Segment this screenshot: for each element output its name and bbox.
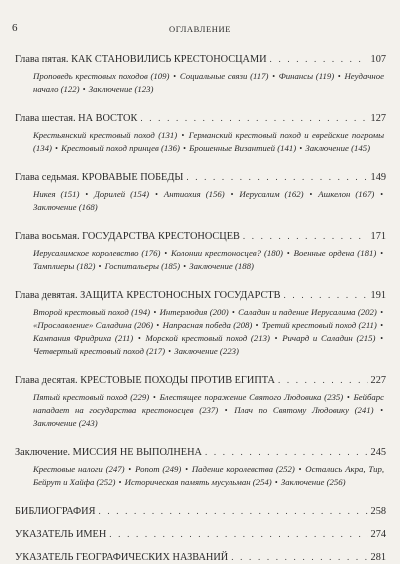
section-entry[interactable]: Пятый крестовый поход (229) [33, 392, 150, 402]
chapter-title: УКАЗАТЕЛЬ ИМЕН [15, 529, 107, 540]
chapter-page-number: 274 [370, 529, 386, 540]
section-entry[interactable]: Иерусалим (162) [239, 189, 304, 199]
toc-chapter [15, 230, 386, 273]
bullet-separator: • [230, 190, 234, 199]
bullet-separator: • [98, 262, 102, 271]
section-entry[interactable]: Никея (151) [33, 189, 80, 199]
chapter-spacer [15, 489, 386, 505]
bullet-separator: • [128, 465, 132, 474]
chapter-spacer [15, 273, 386, 289]
toc-chapter [15, 53, 386, 96]
toc-chapter [15, 289, 386, 358]
bullet-separator: • [380, 190, 384, 199]
toc-chapter-line[interactable] [15, 53, 386, 66]
section-entry[interactable]: Ропот (249) [135, 464, 182, 474]
section-entry[interactable]: Заключение (145) [305, 143, 371, 153]
toc-chapter-line[interactable] [15, 446, 386, 459]
chapter-spacer [15, 518, 386, 528]
toc-chapter [15, 374, 386, 430]
bullet-separator: • [118, 478, 122, 487]
section-entry[interactable]: Интерлюдия (200) [159, 307, 229, 317]
chapter-title: Глава седьмая. КРОВАВЫЕ ПОБЕДЫ [15, 172, 184, 183]
bullet-separator: • [286, 249, 290, 258]
chapter-sections [33, 188, 386, 214]
section-entry[interactable]: Плач по Святому Людовику (241) [234, 405, 374, 415]
toc-chapter [15, 551, 386, 564]
dot-leader [284, 289, 368, 302]
section-entry[interactable]: Госпитальеры (185) [104, 261, 181, 271]
page-header [0, 22, 400, 36]
section-entry[interactable]: Колонии крестоносцев? (180) [171, 248, 283, 258]
bullet-separator: • [299, 144, 303, 153]
section-entry[interactable]: Крестьянский крестовый поход (131) [33, 130, 178, 140]
bullet-separator: • [272, 72, 275, 81]
dot-leader [186, 171, 367, 184]
bullet-separator: • [183, 262, 187, 271]
section-entry[interactable]: Историческая память мусульман (254) [124, 477, 272, 487]
section-entry[interactable]: Четвертый крестовый поход (217) [33, 346, 166, 356]
bullet-separator: • [137, 334, 141, 343]
toc-chapter-line[interactable] [15, 230, 386, 243]
chapter-page-number: 281 [370, 552, 386, 563]
bullet-separator: • [164, 249, 168, 258]
bullet-separator: • [82, 85, 86, 94]
toc-chapter-line[interactable] [15, 374, 386, 387]
bullet-separator: • [153, 308, 157, 317]
chapter-spacer [15, 96, 386, 112]
chapter-title: Глава восьмая. ГОСУДАРСТВА КРЕСТОНОСЦЕВ [15, 231, 240, 242]
chapter-spacer [15, 358, 386, 374]
chapter-page-number: 107 [370, 54, 386, 65]
bullet-separator: • [380, 308, 384, 317]
section-entry[interactable]: Ашкелон (167) [318, 189, 375, 199]
section-entry[interactable]: Падение королевства (252) [191, 464, 295, 474]
chapter-spacer [15, 430, 386, 446]
chapter-spacer [15, 541, 386, 551]
section-entry[interactable]: Блестящее поражение Святого Людовика (235) [159, 392, 344, 402]
section-entry[interactable]: Заключение (243) [33, 418, 98, 428]
chapter-title: БИБЛИОГРАФИЯ [15, 506, 96, 517]
dot-leader [109, 528, 367, 541]
chapter-title: Глава десятая. КРЕСТОВЫЕ ПОХОДЫ ПРОТИВ ЕГИПТА [15, 375, 275, 386]
section-entry[interactable]: Остались Акра, Тир, Бейрут и Хайфа (252) [33, 464, 385, 487]
bullet-separator: • [255, 321, 259, 330]
bullet-separator: • [55, 144, 58, 153]
section-entry[interactable]: Дорилей (154) [94, 189, 150, 199]
bullet-separator: • [185, 465, 189, 474]
toc-chapter [15, 528, 386, 541]
chapter-page-number: 258 [370, 506, 386, 517]
chapter-page-number: 245 [370, 447, 386, 458]
bullet-separator: • [153, 393, 156, 402]
toc-chapter-line[interactable] [15, 112, 386, 125]
dot-leader [243, 230, 368, 243]
dot-leader [278, 374, 368, 387]
chapter-title: Заключение. МИССИЯ НЕ ВЫПОЛНЕНА [15, 447, 202, 458]
section-entry[interactable]: Германский крестовый поход и еврейские погромы (134) [33, 130, 384, 153]
table-of-contents [15, 53, 386, 564]
running-head: ОГЛАВЛЕНИЕ [168, 24, 232, 34]
section-entry[interactable]: Социальные связи (117) [179, 71, 269, 81]
toc-chapter-line[interactable] [15, 528, 386, 541]
bullet-separator: • [309, 190, 313, 199]
bullet-separator: • [346, 393, 350, 402]
chapter-page-number: 227 [370, 375, 386, 386]
section-entry[interactable]: Саладин и падение Иерусалима (202) [238, 307, 377, 317]
bullet-separator: • [183, 144, 186, 153]
chapter-page-number: 127 [370, 113, 386, 124]
section-entry[interactable]: Антиохия (156) [163, 189, 225, 199]
bullet-separator: • [85, 190, 89, 199]
toc-chapter-line[interactable] [15, 505, 386, 518]
section-entry[interactable]: Иерусалимское королевство (176) [33, 248, 161, 258]
section-entry[interactable]: Кампания Фридриха (211) [33, 333, 134, 343]
chapter-sections [33, 391, 386, 430]
bullet-separator: • [155, 190, 158, 199]
bullet-separator: • [298, 465, 302, 474]
chapter-title: Глава шестая. НА ВОСТОК [15, 113, 138, 124]
dot-leader [205, 446, 368, 459]
section-entry[interactable]: Финансы (119) [278, 71, 335, 81]
bullet-separator: • [380, 406, 383, 415]
chapter-spacer [15, 214, 386, 230]
chapter-page-number: 149 [370, 172, 386, 183]
toc-chapter [15, 171, 386, 214]
section-entry[interactable]: Тамплиеры (182) [33, 261, 96, 271]
bullet-separator: • [274, 478, 278, 487]
chapter-sections [33, 463, 386, 489]
bullet-separator: • [156, 321, 160, 330]
dot-leader [98, 505, 367, 518]
section-entry[interactable]: Третий крестовый поход (211) [261, 320, 377, 330]
section-entry[interactable]: Напрасная победа (208) [162, 320, 253, 330]
bullet-separator: • [232, 308, 235, 317]
toc-chapter-line[interactable] [15, 171, 386, 184]
bullet-separator: • [181, 131, 185, 140]
section-entry[interactable]: «Прославление» Саладина (206) [33, 320, 154, 330]
chapter-title: Глава пятая. КАК СТАНОВИЛИСЬ КРЕСТОНОСЦАМИ [15, 54, 267, 65]
section-entry[interactable]: Заключение (256) [280, 477, 346, 487]
section-entry[interactable]: Ричард и Саладин (215) [282, 333, 376, 343]
section-entry[interactable]: Крестовые налоги (247) [33, 464, 125, 474]
bullet-separator: • [380, 321, 384, 330]
dot-leader [270, 53, 368, 66]
chapter-sections [33, 247, 386, 273]
chapter-title: УКАЗАТЕЛЬ ГЕОГРАФИЧЕСКИХ НАЗВАНИЙ [15, 552, 229, 563]
chapter-page-number: 191 [370, 290, 386, 301]
section-entry[interactable]: Заключение (188) [189, 261, 254, 271]
chapter-sections [33, 70, 386, 96]
toc-chapter-line[interactable] [15, 289, 386, 302]
section-entry[interactable]: Неудачное начало (122) [33, 71, 384, 94]
bullet-separator: • [173, 72, 177, 81]
bullet-separator: • [380, 249, 383, 258]
bullet-separator: • [337, 72, 341, 81]
chapter-sections [33, 129, 386, 155]
bullet-separator: • [224, 406, 228, 415]
section-entry[interactable]: Проповедь крестовых походов (109) [33, 71, 170, 81]
dot-leader [231, 551, 367, 564]
bullet-separator: • [380, 334, 384, 343]
chapter-title: Глава девятая. ЗАЩИТА КРЕСТОНОСНЫХ ГОСУДАРСТВ [15, 290, 281, 301]
bullet-separator: • [168, 347, 172, 356]
section-entry[interactable]: Второй крестовый поход (194) [33, 307, 151, 317]
dot-leader [140, 112, 367, 125]
section-entry[interactable]: Бейбарс нападает на государства крестоносцев (237) [33, 392, 385, 415]
chapter-spacer [15, 155, 386, 171]
section-entry[interactable]: Заключение (223) [174, 346, 239, 356]
section-entry[interactable]: Заключение (123) [88, 84, 154, 94]
chapter-page-number: 171 [370, 231, 386, 242]
toc-chapter [15, 446, 386, 489]
toc-chapter [15, 505, 386, 518]
toc-chapter-line[interactable] [15, 551, 386, 564]
page-number: 6 [12, 22, 18, 34]
section-entry[interactable]: Брошенные Византией (141) [189, 143, 297, 153]
section-entry[interactable]: Крестовый поход принцев (136) [61, 143, 180, 153]
bullet-separator: • [274, 334, 278, 343]
toc-chapter [15, 112, 386, 155]
section-entry[interactable]: Заключение (168) [33, 202, 98, 212]
chapter-sections [33, 306, 386, 358]
section-entry[interactable]: Военные ордена (181) [293, 248, 377, 258]
section-entry[interactable]: Морской крестовый поход (213) [145, 333, 270, 343]
